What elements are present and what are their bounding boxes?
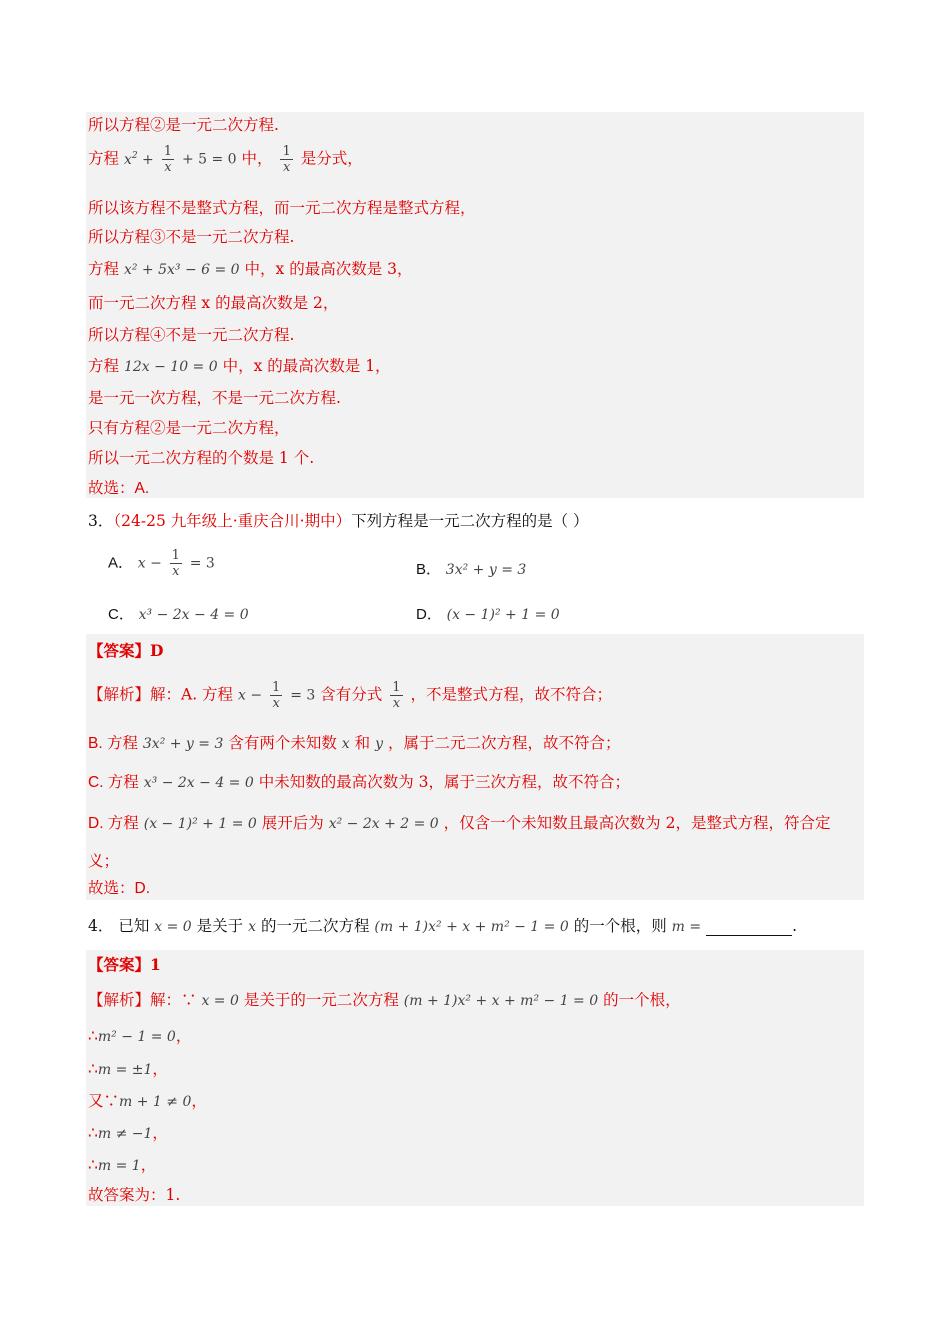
equation: 3x² + y = 3 (445, 562, 527, 578)
text: 是分式， (300, 149, 363, 168)
question-source: （24-25 九年级上·重庆合川·期中） (113, 512, 352, 530)
analysis-line: 故选：D. (88, 880, 151, 897)
equation: x³ − 2x − 4 = 0 (143, 775, 254, 791)
solution-line: 是一元一次方程，不是一元二次方程. (88, 389, 341, 407)
question-number: 4． (88, 917, 114, 935)
equation: + 5 = 0 (181, 151, 237, 168)
text: D. 方程 (88, 815, 139, 832)
equation: m = 1 (97, 1158, 141, 1174)
equation: m² − 1 = 0 (97, 1029, 176, 1045)
therefore-symbol: ∴ (88, 1156, 98, 1174)
fraction: $\frac{1}{x}$ (392, 680, 401, 711)
solution-line (88, 144, 363, 175)
text: . (792, 917, 797, 935)
option-c[interactable] (108, 603, 249, 624)
text: 方程 (88, 357, 120, 375)
equation: (m + 1)x² + x + m² − 1 = 0 (374, 919, 569, 935)
text: 含有两个未知数 (228, 734, 337, 752)
text: 中，x 的最高次数是 3， (244, 260, 413, 278)
variable: y (375, 736, 383, 752)
text: 和 (354, 734, 371, 752)
solution-line: 故选：A. (88, 480, 150, 497)
solution-line: 所以该方程不是整式方程，而一元二次方程是整式方程， (88, 199, 476, 217)
therefore-symbol: ∴ (88, 1060, 98, 1078)
option-label: D． (416, 606, 442, 623)
text: 是关于的一元二次方程 (243, 991, 399, 1009)
text: 中未知数的最高次数为 3，属于三次方程，故不符合； (258, 773, 631, 791)
option-d[interactable] (416, 603, 560, 624)
solution-line: 所以方程③不是一元二次方程. (88, 228, 295, 246)
answer-block-4 (86, 950, 864, 1206)
text: ， (152, 1124, 168, 1142)
solution-line: 而一元二次方程 x 的最高次数是 2， (88, 294, 339, 312)
option-label: C． (108, 606, 134, 623)
text: ，不是整式方程，故不符合； (410, 685, 612, 704)
question-4 (88, 915, 797, 938)
equation: 3x² + y = 3 (142, 736, 224, 752)
text: 方程 (88, 260, 120, 278)
option-label: A． (108, 554, 134, 572)
equation: m = (671, 919, 702, 935)
fraction: $\frac{1}{x}$ (272, 680, 281, 711)
text: 的一元二次方程 (260, 917, 370, 935)
analysis-line (88, 1091, 207, 1112)
solution-line: 只有方程②是一元二次方程， (88, 419, 290, 437)
analysis-line (88, 733, 620, 754)
text: 【解析】解：∵ (88, 991, 197, 1009)
analysis-line (88, 1026, 191, 1047)
therefore-symbol: ∴ (88, 1027, 98, 1045)
equation: x = 0 (154, 919, 192, 935)
solution-line: 所以方程④不是一元二次方程. (88, 326, 295, 344)
equation: = 3 (290, 687, 316, 704)
therefore-symbol: ∴ (88, 1124, 98, 1142)
fraction: $\frac{1}{x}$ (282, 144, 291, 175)
text: 是关于 (196, 917, 244, 935)
text: 【解析】解：A. 方程 (88, 685, 234, 704)
equation: (x − 1)² + 1 = 0 (446, 607, 560, 623)
text: ， (140, 1156, 157, 1174)
option-b[interactable] (416, 558, 526, 579)
equation: = 3 (189, 555, 215, 572)
equation: x³ − 2x − 4 = 0 (138, 607, 249, 623)
analysis-line (88, 1123, 168, 1144)
equation: m + 1 ≠ 0 (119, 1094, 192, 1110)
equation: x² + 5x³ − 6 = 0 (123, 262, 240, 278)
analysis-line (88, 772, 630, 793)
text: 已知 (118, 917, 150, 935)
text: ，属于二元二次方程，故不符合； (387, 734, 621, 752)
solution-line (88, 356, 391, 377)
analysis-line (88, 680, 612, 711)
question-text: 下列方程是一元二次方程的是（ ） (351, 512, 589, 530)
answer-label: 【答案】D (88, 641, 164, 660)
equation: (m + 1)x² + x + m² − 1 = 0 (403, 993, 599, 1009)
equation: x = 0 (201, 993, 239, 1009)
answer-label: 【答案】1 (88, 955, 161, 974)
text: 的一个根，则 (573, 917, 667, 935)
equation: m = ±1 (97, 1062, 153, 1078)
variable: x (248, 919, 256, 935)
because-symbol: 又∵ (88, 1092, 120, 1110)
analysis-line (88, 1059, 168, 1080)
option-a[interactable] (108, 548, 215, 579)
text: ， (175, 1027, 192, 1045)
equation: (x − 1)² + 1 = 0 (143, 816, 257, 832)
fraction: $\frac{1}{x}$ (171, 548, 180, 579)
text: ，仅含一个未知数且最高次数为 2，是整式方程，符合定 (443, 814, 831, 832)
solution-line: 所以一元二次方程的个数是 1 个. (88, 449, 315, 467)
answer-block-3 (86, 634, 864, 900)
text: 含有分式 (320, 685, 383, 704)
analysis-line: 义； (88, 852, 120, 870)
solution-line (88, 259, 413, 280)
question-3 (88, 510, 589, 532)
variable: x (341, 736, 350, 752)
analysis-line (88, 813, 830, 834)
text: B. 方程 (88, 735, 138, 752)
analysis-line: 故答案为：1. (88, 1186, 181, 1204)
option-label: B． (416, 561, 442, 578)
equation: x² − 2x + 2 = 0 (328, 816, 439, 832)
equation: m ≠ −1 (97, 1126, 153, 1142)
equation: 12x − 10 = 0 (123, 359, 218, 375)
text: C. 方程 (88, 774, 139, 791)
answer-blank[interactable] (706, 919, 792, 936)
fraction: $\frac{1}{x}$ (163, 144, 172, 175)
text: 方程 (88, 149, 120, 168)
solution-line: 所以方程②是一元二次方程. (88, 116, 279, 134)
equation: x − (137, 555, 162, 572)
question-number: 3． (88, 512, 114, 530)
equation: $x^2$ + (123, 150, 154, 168)
text: 展开后为 (261, 814, 324, 832)
text: ， (152, 1060, 168, 1078)
text: 中，x 的最高次数是 1， (222, 357, 391, 375)
text: 的一个根， (603, 991, 681, 1009)
analysis-line (88, 990, 681, 1011)
analysis-line (88, 1155, 156, 1176)
text: ， (191, 1092, 207, 1110)
equation: x − (238, 687, 263, 704)
text: 中， (241, 149, 273, 168)
